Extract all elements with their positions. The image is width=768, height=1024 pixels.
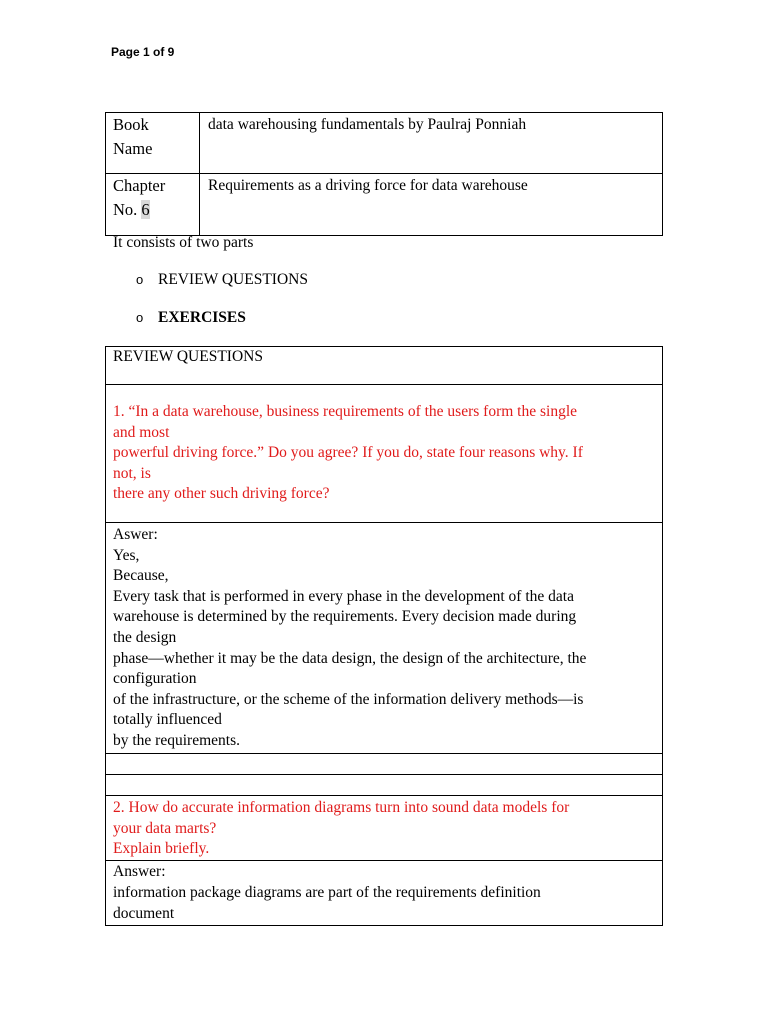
chapter-label-line2 bbox=[113, 198, 199, 222]
answer-line: warehouse is determined by the requirements. Every decision made during bbox=[113, 608, 577, 626]
answer-line: document bbox=[113, 905, 175, 922]
answer-line: Every task that is performed in every phase in the development of the data bbox=[113, 587, 574, 605]
chapter-number: 6 bbox=[141, 200, 150, 219]
page-number: Page 1 of 9 bbox=[111, 45, 175, 59]
question-1-row bbox=[106, 385, 663, 523]
chapter-label-line1: Chapter bbox=[113, 176, 166, 195]
question-2 bbox=[106, 796, 663, 861]
empty-row bbox=[106, 754, 663, 775]
answer-line: configuration bbox=[113, 670, 197, 688]
chapter-value: Requirements as a driving force for data warehouse bbox=[200, 174, 663, 236]
answer-line: phase—whether it may be the data design, the design of the architecture, the bbox=[113, 649, 587, 667]
review-header: REVIEW QUESTIONS bbox=[106, 347, 663, 385]
answer-1 bbox=[106, 523, 663, 754]
answer-line: by the requirements. bbox=[113, 731, 240, 749]
bullet-marker: o bbox=[136, 272, 144, 287]
question-line: your data marts? bbox=[113, 819, 217, 837]
bullet-exercises bbox=[136, 309, 246, 327]
question-line: powerful driving force.” Do you agree? If you do, state four reasons why. If bbox=[113, 444, 583, 461]
book-label-line2: Name bbox=[113, 139, 153, 158]
answer-line: Because, bbox=[113, 567, 169, 585]
answer-1-row bbox=[106, 523, 663, 754]
question-2-row bbox=[106, 796, 663, 861]
answer-line: Answer: bbox=[113, 863, 166, 880]
bullet-label: REVIEW QUESTIONS bbox=[158, 271, 308, 288]
chapter-label-cell bbox=[106, 174, 200, 236]
answer-line: Aswer: bbox=[113, 526, 158, 543]
question-line: 2. How do accurate information diagrams turn into sound data models for bbox=[113, 799, 570, 816]
empty-cell bbox=[106, 754, 663, 775]
question-line: and most bbox=[113, 423, 170, 441]
book-row bbox=[106, 113, 663, 174]
answer-2 bbox=[106, 861, 663, 926]
answer-line: Yes, bbox=[113, 546, 140, 564]
empty-row bbox=[106, 775, 663, 796]
answer-2-row bbox=[106, 861, 663, 926]
bullet-review-questions bbox=[136, 271, 308, 289]
bullet-marker: o bbox=[136, 310, 144, 325]
answer-line: information package diagrams are part of the requirements definition bbox=[113, 884, 541, 901]
answer-line: the design bbox=[113, 628, 177, 646]
empty-cell bbox=[106, 775, 663, 796]
intro-text: It consists of two parts bbox=[113, 234, 254, 251]
review-questions-table bbox=[105, 346, 663, 926]
book-label-line1: Book bbox=[113, 115, 149, 134]
answer-line: totally influenced bbox=[113, 711, 222, 729]
chapter-no-label: No. bbox=[113, 200, 142, 219]
question-line: Explain briefly. bbox=[113, 840, 210, 857]
answer-line: of the infrastructure, or the scheme of the information delivery methods—is bbox=[113, 690, 584, 708]
book-value: data warehousing fundamentals by Paulraj Ponniah bbox=[200, 113, 663, 174]
question-line: not, is bbox=[113, 464, 151, 482]
question-1 bbox=[106, 385, 663, 523]
question-line: there any other such driving force? bbox=[113, 485, 330, 502]
bullet-label: EXERCISES bbox=[158, 309, 246, 326]
book-info-table bbox=[105, 112, 663, 236]
chapter-row bbox=[106, 174, 663, 236]
question-line: 1. “In a data warehouse, business requirements of the users form the single bbox=[113, 403, 578, 420]
book-label-cell bbox=[106, 113, 200, 174]
review-header-row bbox=[106, 347, 663, 385]
